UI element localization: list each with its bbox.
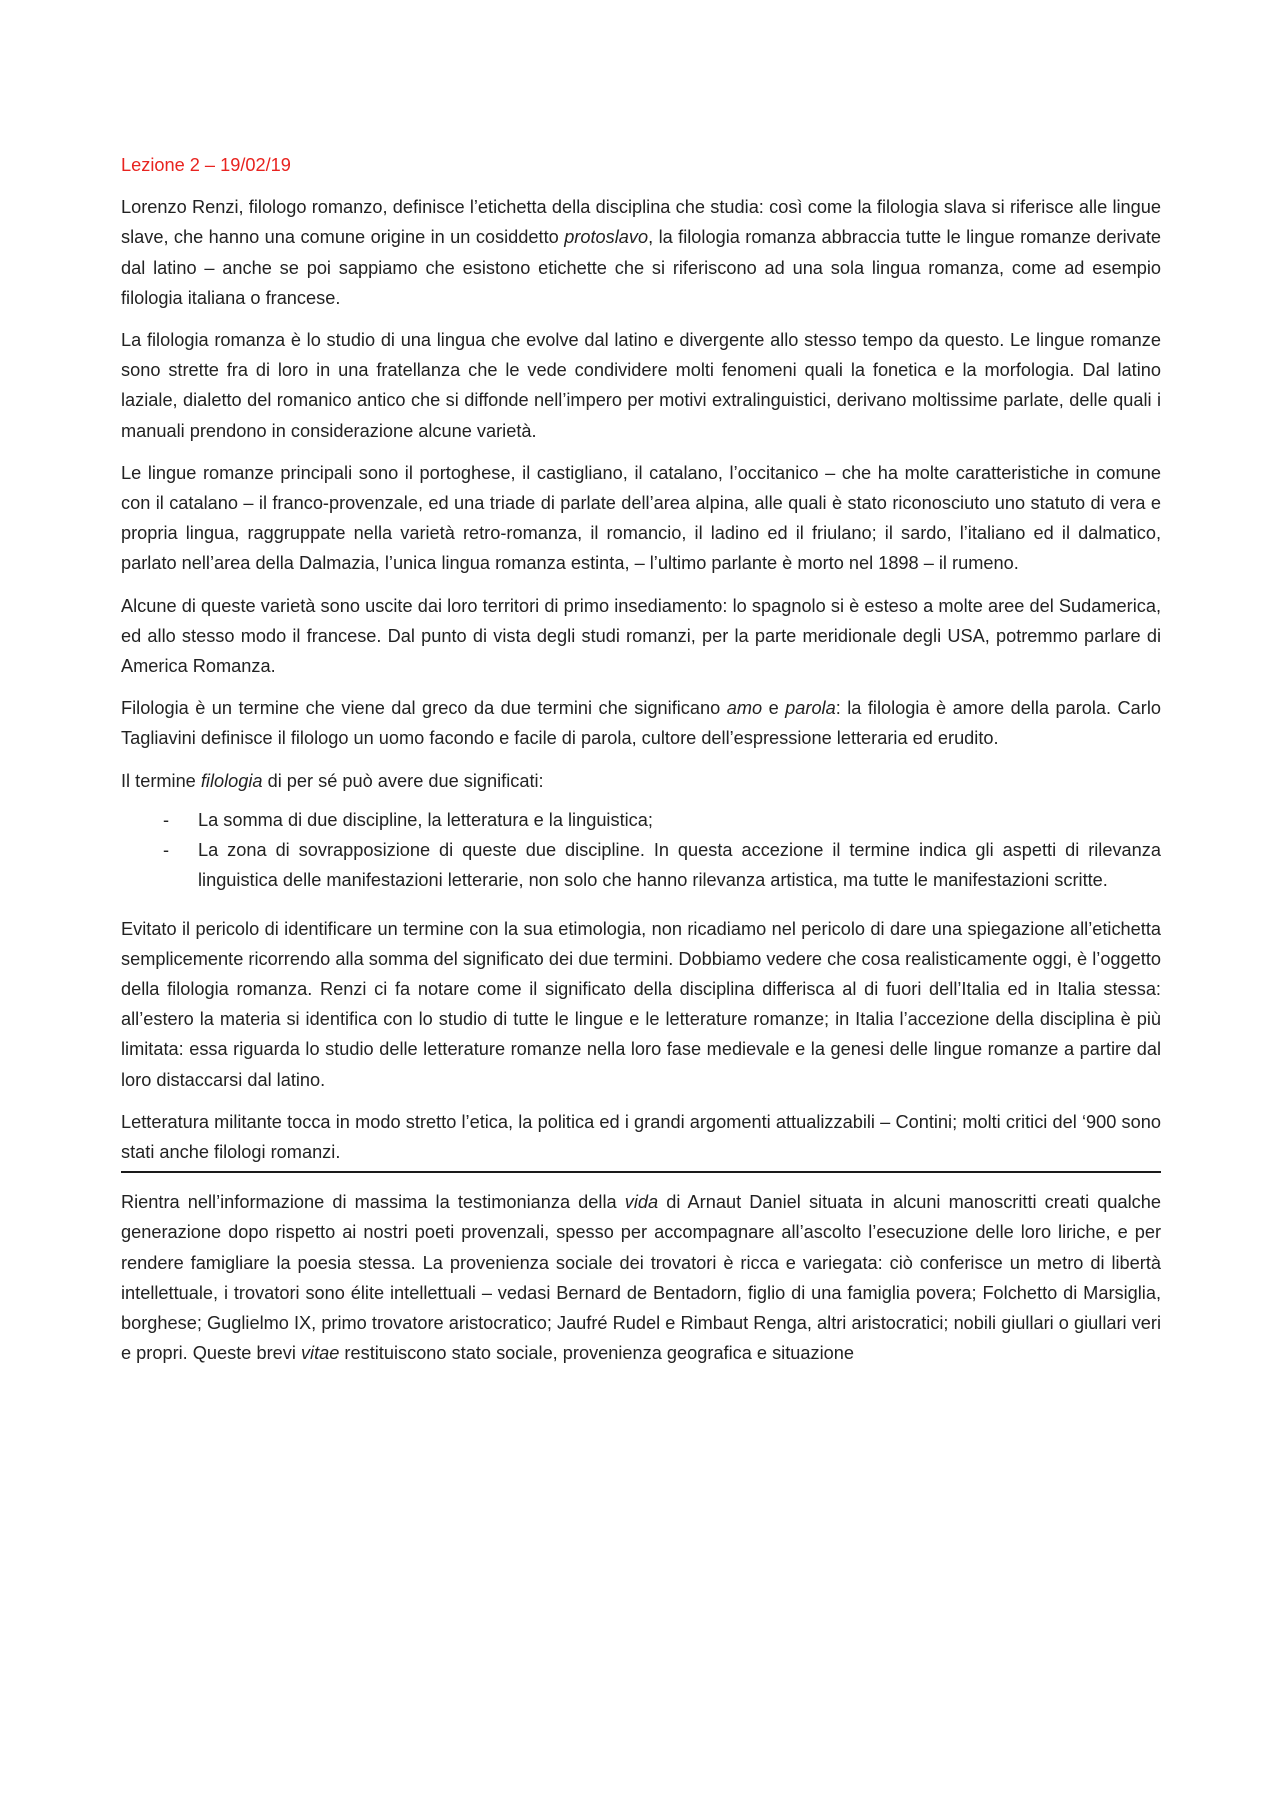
text-run: Lorenzo Renzi, filologo romanzo, definisce l’etichetta della disciplina che studia: così come la filologia slava si riferisce alle lingue slave, che hanno una comune origine in un cosiddetto: [121, 197, 1161, 248]
document-page: [121, 150, 1161, 1381]
text-run: Rientra nell’informazione di massima la testimonianza della: [121, 1192, 625, 1213]
list-item-text: La somma di due discipline, la letteratura e la linguistica;: [198, 809, 653, 830]
text-run: , la filologia romanza abbraccia tutte le lingue romanze derivate dal latino – anche se poi sappiamo che esistono etichette che si riferiscono ad una sola lingua romanza, come ad esempio filologia italiana o francese.: [121, 227, 1161, 308]
paragraph-expansion: Alcune di queste varietà sono uscite dai loro territori di primo insediamento: lo spagnolo si è esteso a molte aree del Sudamerica, ed allo stesso modo il francese. Dal punto di vista degli studi romanzi, per la parte meridionale degli USA, potremmo parlare di America Romanza.: [121, 595, 1161, 677]
meanings-list: [121, 805, 1161, 896]
text-run: : la filologia è amore della parola. Carlo Tagliavini definisce il filologo un uomo facondo e facile di parola, cultore dell’espressione letteraria ed erudito.: [121, 698, 1162, 749]
paragraph-militant-literature: Letteratura militante tocca in modo stretto l’etica, la politica ed i grandi argomenti attualizzabili – Contini; molti critici del ‘900 sono stati anche filologi romanzi.: [121, 1111, 1161, 1163]
list-marker: -: [163, 840, 170, 861]
horizontal-divider: [121, 1171, 1161, 1173]
text-run: Il termine: [121, 770, 201, 791]
list-marker: -: [163, 809, 170, 830]
text-run: e: [762, 698, 786, 719]
text-run: Filologia è un termine che viene dal greco da due termini che significano: [121, 698, 727, 719]
italic-term: vida: [624, 1192, 659, 1213]
list-item: [121, 805, 1161, 835]
paragraph-main-languages: Le lingue romanze principali sono il portoghese, il castigliano, il catalano, l’occitanico – che ha molte caratteristiche in comune con il catalano – il franco-provenzale, ed una triade di parlate dell’area alpina, alle quali è stato riconosciuto uno statuto di vera e propria lingua, raggruppate nella varietà retro-romanza, il romancio, il ladino ed il friulano; il sardo, l’italiano ed il dalmatico, parlato nell’area della Dalmazia, l’unica lingua romanza estinta, – l’ultimo parlante è morto nel 1898 – il rumeno.: [121, 462, 1161, 574]
list-item: [121, 835, 1161, 895]
paragraph-discipline-scope: Evitato il pericolo di identificare un termine con la sua etimologia, non ricadiamo nel pericolo di dare una spiegazione all’etichetta semplicemente ricorrendo alla somma del significato dei due termini. Dobbiamo vedere che cosa realisticamente oggi, è l’oggetto della filologia romanza. Renzi ci fa notare come il significato della disciplina differisca al di fuori dell’Italia ed in Italia stessa: all’estero la materia si identifica con lo studio di tutte le lingue e le letterature romanze; in Italia l’accezione della disciplina è più limitata: essa riguarda lo studio delle letterature romanze nella loro fase medievale e la genesi delle lingue romanze a partire dal loro distaccarsi dal latino.: [121, 918, 1161, 1090]
paragraph-two-meanings: [121, 766, 1161, 796]
paragraph-etymology: [121, 693, 1161, 753]
text-run: di Arnaut Daniel situata in alcuni manoscritti creati qualche generazione dopo rispetto ai nostri poeti provenzali, spesso per accompagnare all’ascolto l’esecuzione delle loro liriche, e per rendere famigliare la poesia stessa. La provenienza sociale dei trovatori è ricca e variegata: ciò conferisce un metro di libertà intellettuale, i trovatori sono élite intellettuali – vedasi Bernard de Bentadorn, figlio di una famiglia povera; Folchetto di Marsiglia, borghese; Guglielmo IX, primo trovatore aristocratico; Jaufré Rudel e Rimbaut Renga, altri aristocratici; nobili giullari o giullari veri e propri. Queste brevi: [121, 1192, 1161, 1364]
text-run: restituiscono stato sociale, provenienza geografica e situazione: [339, 1343, 854, 1364]
lesson-title: Lezione 2 – 19/02/19: [121, 155, 291, 175]
italic-term: filologia: [200, 770, 263, 791]
italic-term: protoslavo: [564, 227, 649, 248]
italic-term: amo: [726, 698, 763, 719]
paragraph-romance-philology: La filologia romanza è lo studio di una lingua che evolve dal latino e divergente allo stesso tempo da questo. Le lingue romanze sono strette fra di loro in una fratellanza che le vede condividere molti fenomeni quali la fonetica e la morfologia. Dal latino laziale, dialetto del romanico antico che si diffonde nell’impero per motivi extralinguistici, derivano moltissime parlate, delle quali i manuali prendono in considerazione alcune varietà.: [121, 330, 1161, 441]
paragraph-renzi-definition: [121, 192, 1161, 313]
italic-term: vitae: [300, 1343, 340, 1364]
list-item-text: La zona di sovrapposizione di queste due discipline. In questa accezione il termine indica gli aspetti di rilevanza linguistica delle manifestazioni letterarie, non solo che hanno rilevanza artistica, ma tutte le manifestazioni scritte.: [198, 840, 1161, 891]
text-run: di per sé può avere due significati:: [262, 770, 544, 791]
italic-term: parola: [785, 698, 836, 719]
paragraph-vida-arnaut-daniel: [121, 1187, 1161, 1368]
